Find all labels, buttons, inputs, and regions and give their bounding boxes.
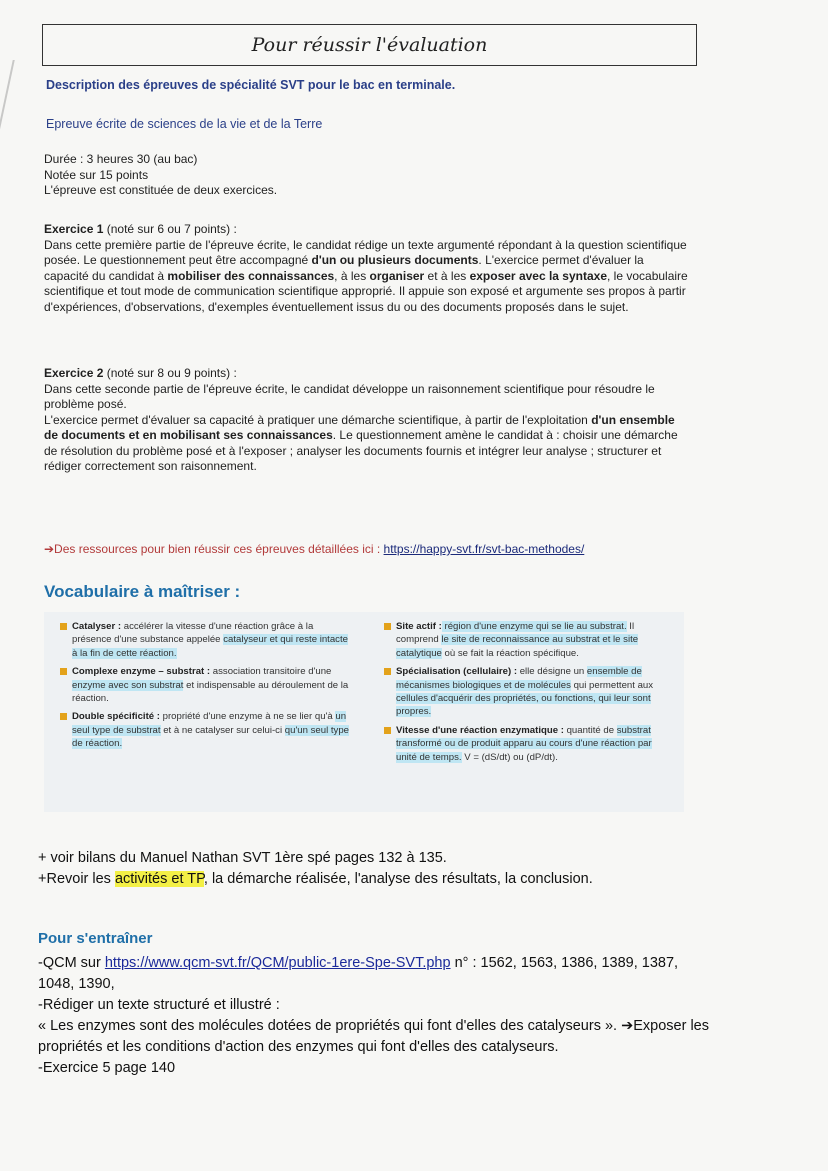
review-line-2: +Revoir les activités et TP, la démarche réalisée, l'analyse des résultats, la conclusion. [38, 871, 593, 887]
vocab-right-column [384, 620, 674, 769]
training-section [38, 953, 718, 1079]
exercise-1-heading: Exercice 1 [44, 222, 104, 236]
exercise-2-section [44, 366, 692, 475]
exercise-1-text: Dans cette première partie de l'épreuve écrite, le candidat rédige un texte argumenté répondant à la question scientifique posée. Le questionnement peut être accompagné d'un ou plusieurs documents. L'exercice permet d'évaluer la capacité du candidat à mobiliser des connaissances, à les organiser et à les exposer avec la syntaxe, le vocabulaire scientifique et tout mode de communication scientifique approprié. Il appuie son exposé et argumente ses propos à partir d'expériences, d'observations, d'exemples éventuellement issus du ou des documents proposés dans le sujet. [44, 237, 688, 314]
bullet-square-icon [384, 668, 391, 675]
bullet-square-icon [60, 623, 67, 630]
title-box [42, 24, 697, 66]
exercise-line: -Exercice 5 page 140 [38, 1060, 176, 1076]
exercise-2-heading: Exercice 2 [44, 366, 104, 380]
structure-text: L'épreuve est constituée de deux exercices. [44, 183, 278, 197]
vocab-item-specialisation: Spécialisation (cellulaire) : elle désigne un ensemble de mécanismes biologiques et de molécules qui permettent aux cellules d'acquérir des propriétés, ou fonctions, qui leur sont propres. [384, 665, 674, 719]
exercise-2-note: (noté sur 8 ou 9 points) : [103, 366, 237, 380]
vocab-item-vitesse: Vitesse d'une réaction enzymatique : quantité de substrat transformé ou de produit apparu au cours d'une réaction par unité de temps. V = (dS/dt) ou (dP/dt). [384, 724, 674, 764]
exercise-1-section [44, 222, 689, 315]
vocab-left-column [60, 620, 350, 756]
quote-line: « Les enzymes sont des molécules dotées de propriétés qui font d'elles des catalyseurs ». ➔Exposer les propriétés et les conditions d'action des enzymes qui font d'elles des catalyseurs. [38, 1018, 710, 1055]
resources-line [44, 542, 584, 556]
vocab-item-catalyser: Catalyser : accélérer la vitesse d'une réaction grâce à la présence d'une substance appelée catalyseur et qui reste intacte à la fin de cette réaction. [60, 620, 350, 660]
exam-info [44, 152, 684, 199]
exercise-1-note: (noté sur 6 ou 7 points) : [103, 222, 237, 236]
review-notes [38, 848, 678, 890]
vocab-title: Vocabulaire à maîtriser : [44, 582, 241, 601]
vocab-item-double-specificite: Double spécificité : propriété d'une enzyme à ne se lier qu'à un seul type de substrat et à ne catalyser sur celui-ci qu'un seul type de réaction. [60, 710, 350, 750]
bullet-square-icon [60, 713, 67, 720]
grade-text: Notée sur 15 points [44, 167, 149, 182]
resources-link[interactable]: https://happy-svt.fr/svt-bac-methodes/ [383, 542, 585, 556]
vocab-item-site-actif: Site actif : région d'une enzyme qui se lie au substrat. Il comprend le site de reconnaissance au substrat et le site catalytique où se fait la réaction spécifique. [384, 620, 674, 660]
resources-text: ➔Des ressources pour bien réussir ces épreuves détaillées ici : [44, 542, 384, 556]
redige-line: -Rédiger un texte structuré et illustré : [38, 997, 280, 1013]
qcm-link[interactable]: https://www.qcm-svt.fr/QCM/public-1ere-Spe-SVT.php [104, 955, 451, 971]
bullet-square-icon [384, 727, 391, 734]
vocab-item-complexe: Complexe enzyme – substrat : association transitoire d'une enzyme avec son substrat et indispensable au déroulement de la réaction. [60, 665, 350, 705]
description-heading: Description des épreuves de spécialité SVT pour le bac en terminale. [46, 78, 456, 92]
bullet-square-icon [60, 668, 67, 675]
page-title: Pour réussir l'évaluation [251, 34, 488, 56]
duration-text: Durée : 3 heures 30 (au bac) [44, 152, 198, 166]
exam-subtitle: Epreuve écrite de sciences de la vie et de la Terre [46, 117, 323, 131]
qcm-line: -QCM sur https://www.qcm-svt.fr/QCM/public-1ere-Spe-SVT.php n° : 1562, 1563, 1386, 1389, 1387, 1048, 1390, [38, 955, 679, 992]
exercise-2-text-a: Dans cette seconde partie de l'épreuve écrite, le candidat développe un raisonnement scientifique pour résoudre le problème posé. [44, 381, 655, 411]
training-title: Pour s'entraîner [38, 930, 153, 947]
bullet-square-icon [384, 623, 391, 630]
vocab-box [44, 612, 684, 812]
exercise-2-text-b: L'exercice permet d'évaluer sa capacité à pratiquer une démarche scientifique, à partir de l'exploitation d'un ensemble de documents et en mobilisant ses connaissances. Le questionnement amène le candidat à : choisir une démarche de résolution du problème posé et à l'exposer ; analyser les documents fournis et intégrer leur analyse ; structurer et rédiger correctement son raisonnement. [44, 412, 678, 473]
review-line-1: + voir bilans du Manuel Nathan SVT 1ère spé pages 132 à 135. [38, 850, 447, 866]
